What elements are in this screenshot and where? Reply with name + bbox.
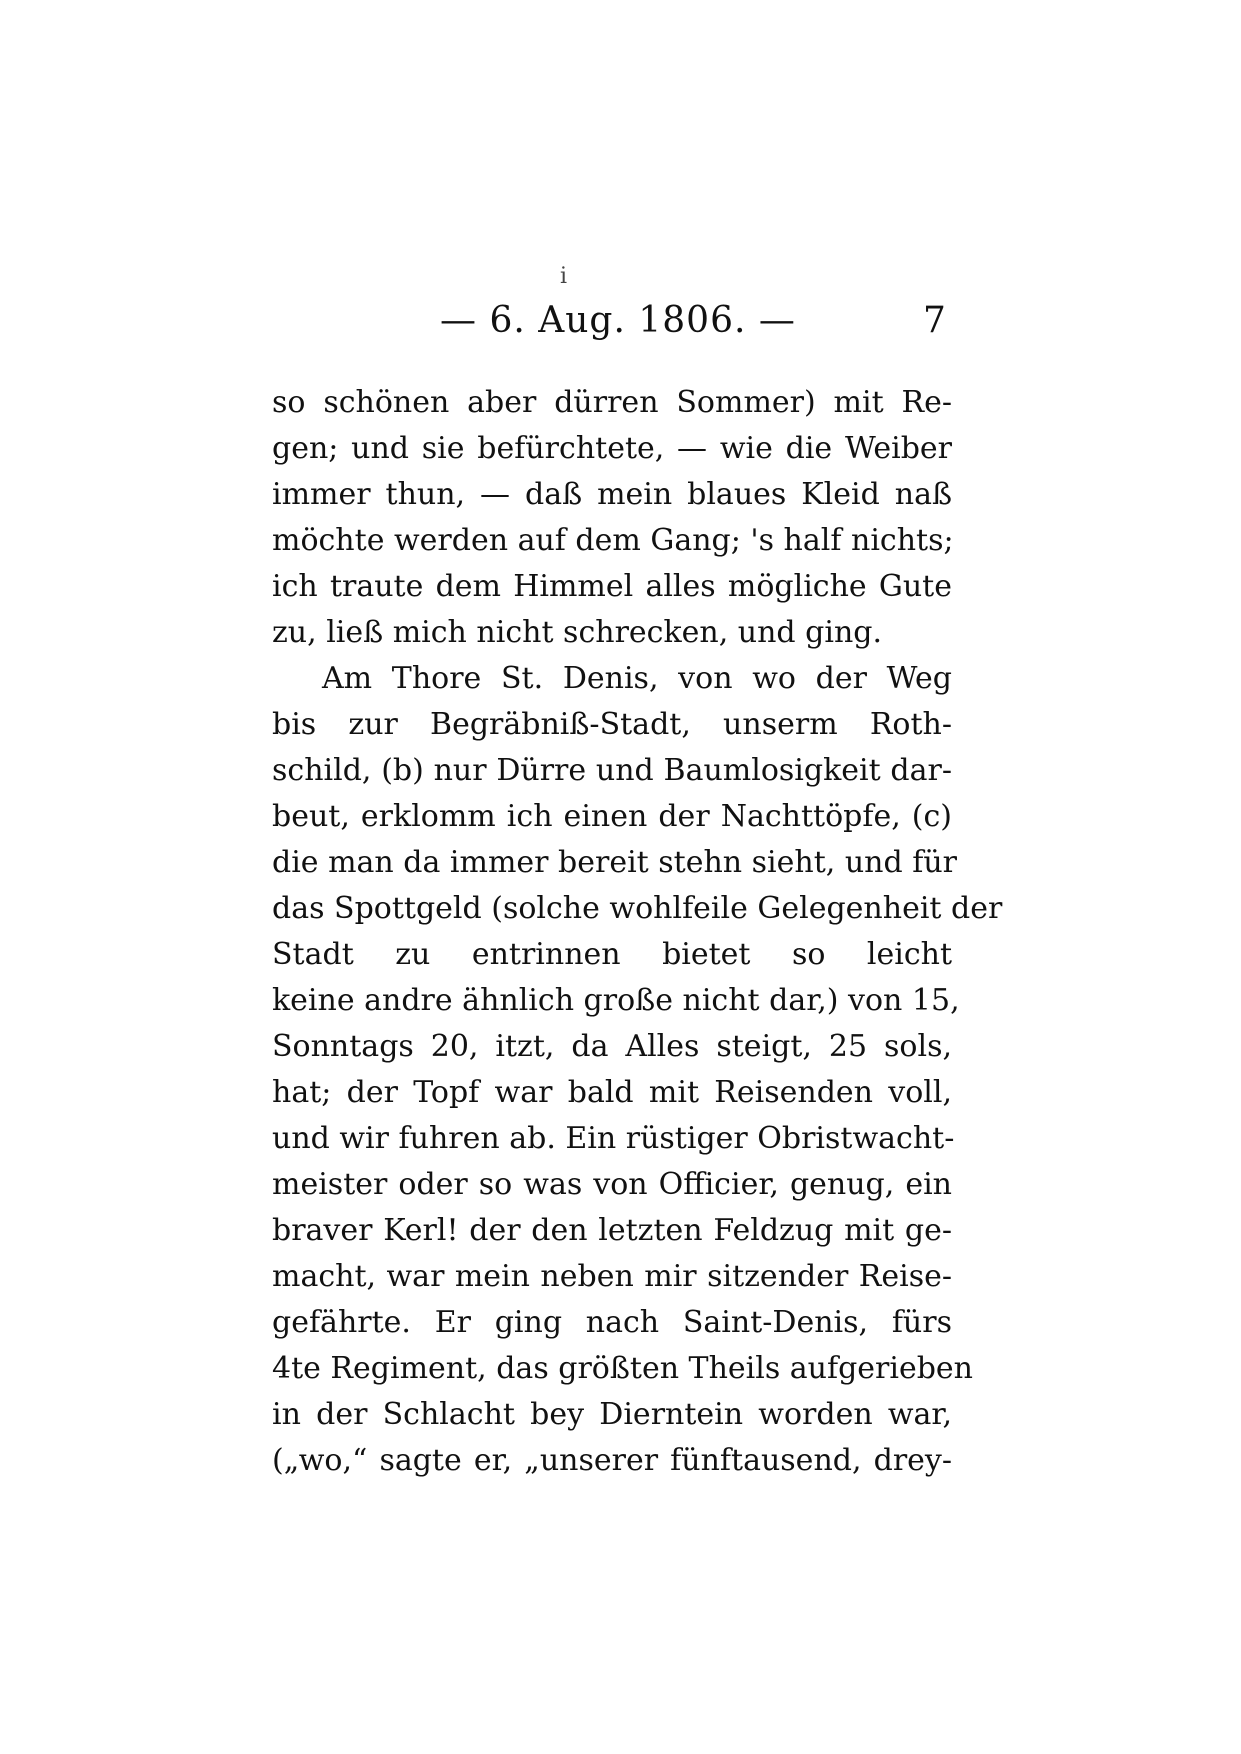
running-head-date: — 6. Aug. 1806. — (440, 300, 796, 341)
text-line: Sonntags 20, itzt, da Alles steigt, 25 sols, (272, 1029, 952, 1064)
page-mark: i (560, 264, 568, 289)
text-line: in der Schlacht bey Dierntein worden war, (272, 1397, 952, 1432)
text-line: gefährte. Er ging nach Saint-Denis, fürs (272, 1305, 952, 1340)
text-line: ich traute dem Himmel alles mögliche Gute (272, 569, 952, 604)
text-line: 4te Regiment, das größten Theils aufgerieben (272, 1351, 974, 1386)
text-line: die man da immer bereit stehn sieht, und für (272, 845, 957, 880)
page-header (440, 300, 960, 360)
text-line: zu, ließ mich nicht schrecken, und ging. (272, 615, 883, 650)
text-line: bis zur Begräbniß-Stadt, unserm Roth- (272, 707, 952, 742)
text-line: gen; und sie befürchtete, — wie die Weiber (272, 431, 952, 466)
text-line: keine andre ähnlich große nicht dar,) von 15, (272, 983, 960, 1018)
text-line: hat; der Topf war bald mit Reisenden voll, (272, 1075, 952, 1110)
text-line: („wo,“ sagte er, „unserer fünftausend, drey- (272, 1443, 952, 1478)
body-text (272, 380, 1003, 1500)
text-line: beut, erklomm ich einen der Nachttöpfe, (c) (272, 799, 952, 834)
text-line: Stadt zu entrinnen bietet so leicht (272, 937, 952, 972)
text-line: braver Kerl! der den letzten Feldzug mit ge- (272, 1213, 952, 1248)
page-number: 7 (923, 300, 946, 341)
text-line: meister oder so was von Officier, genug, ein (272, 1167, 952, 1202)
text-line: möchte werden auf dem Gang; 's half nichts; (272, 523, 954, 558)
text-line: schild, (b) nur Dürre und Baumlosigkeit dar- (272, 753, 952, 788)
text-line: immer thun, — daß mein blaues Kleid naß (272, 477, 952, 512)
text-line: und wir fuhren ab. Ein rüstiger Obristwacht- (272, 1121, 955, 1156)
text-line: so schönen aber dürren Sommer) mit Re- (272, 385, 952, 420)
paragraph-start: Am Thore St. Denis, von wo der Weg (322, 661, 952, 696)
text-line: das Spottgeld (solche wohlfeile Gelegenheit der (272, 891, 1003, 926)
text-line: macht, war mein neben mir sitzender Reise- (272, 1259, 952, 1294)
